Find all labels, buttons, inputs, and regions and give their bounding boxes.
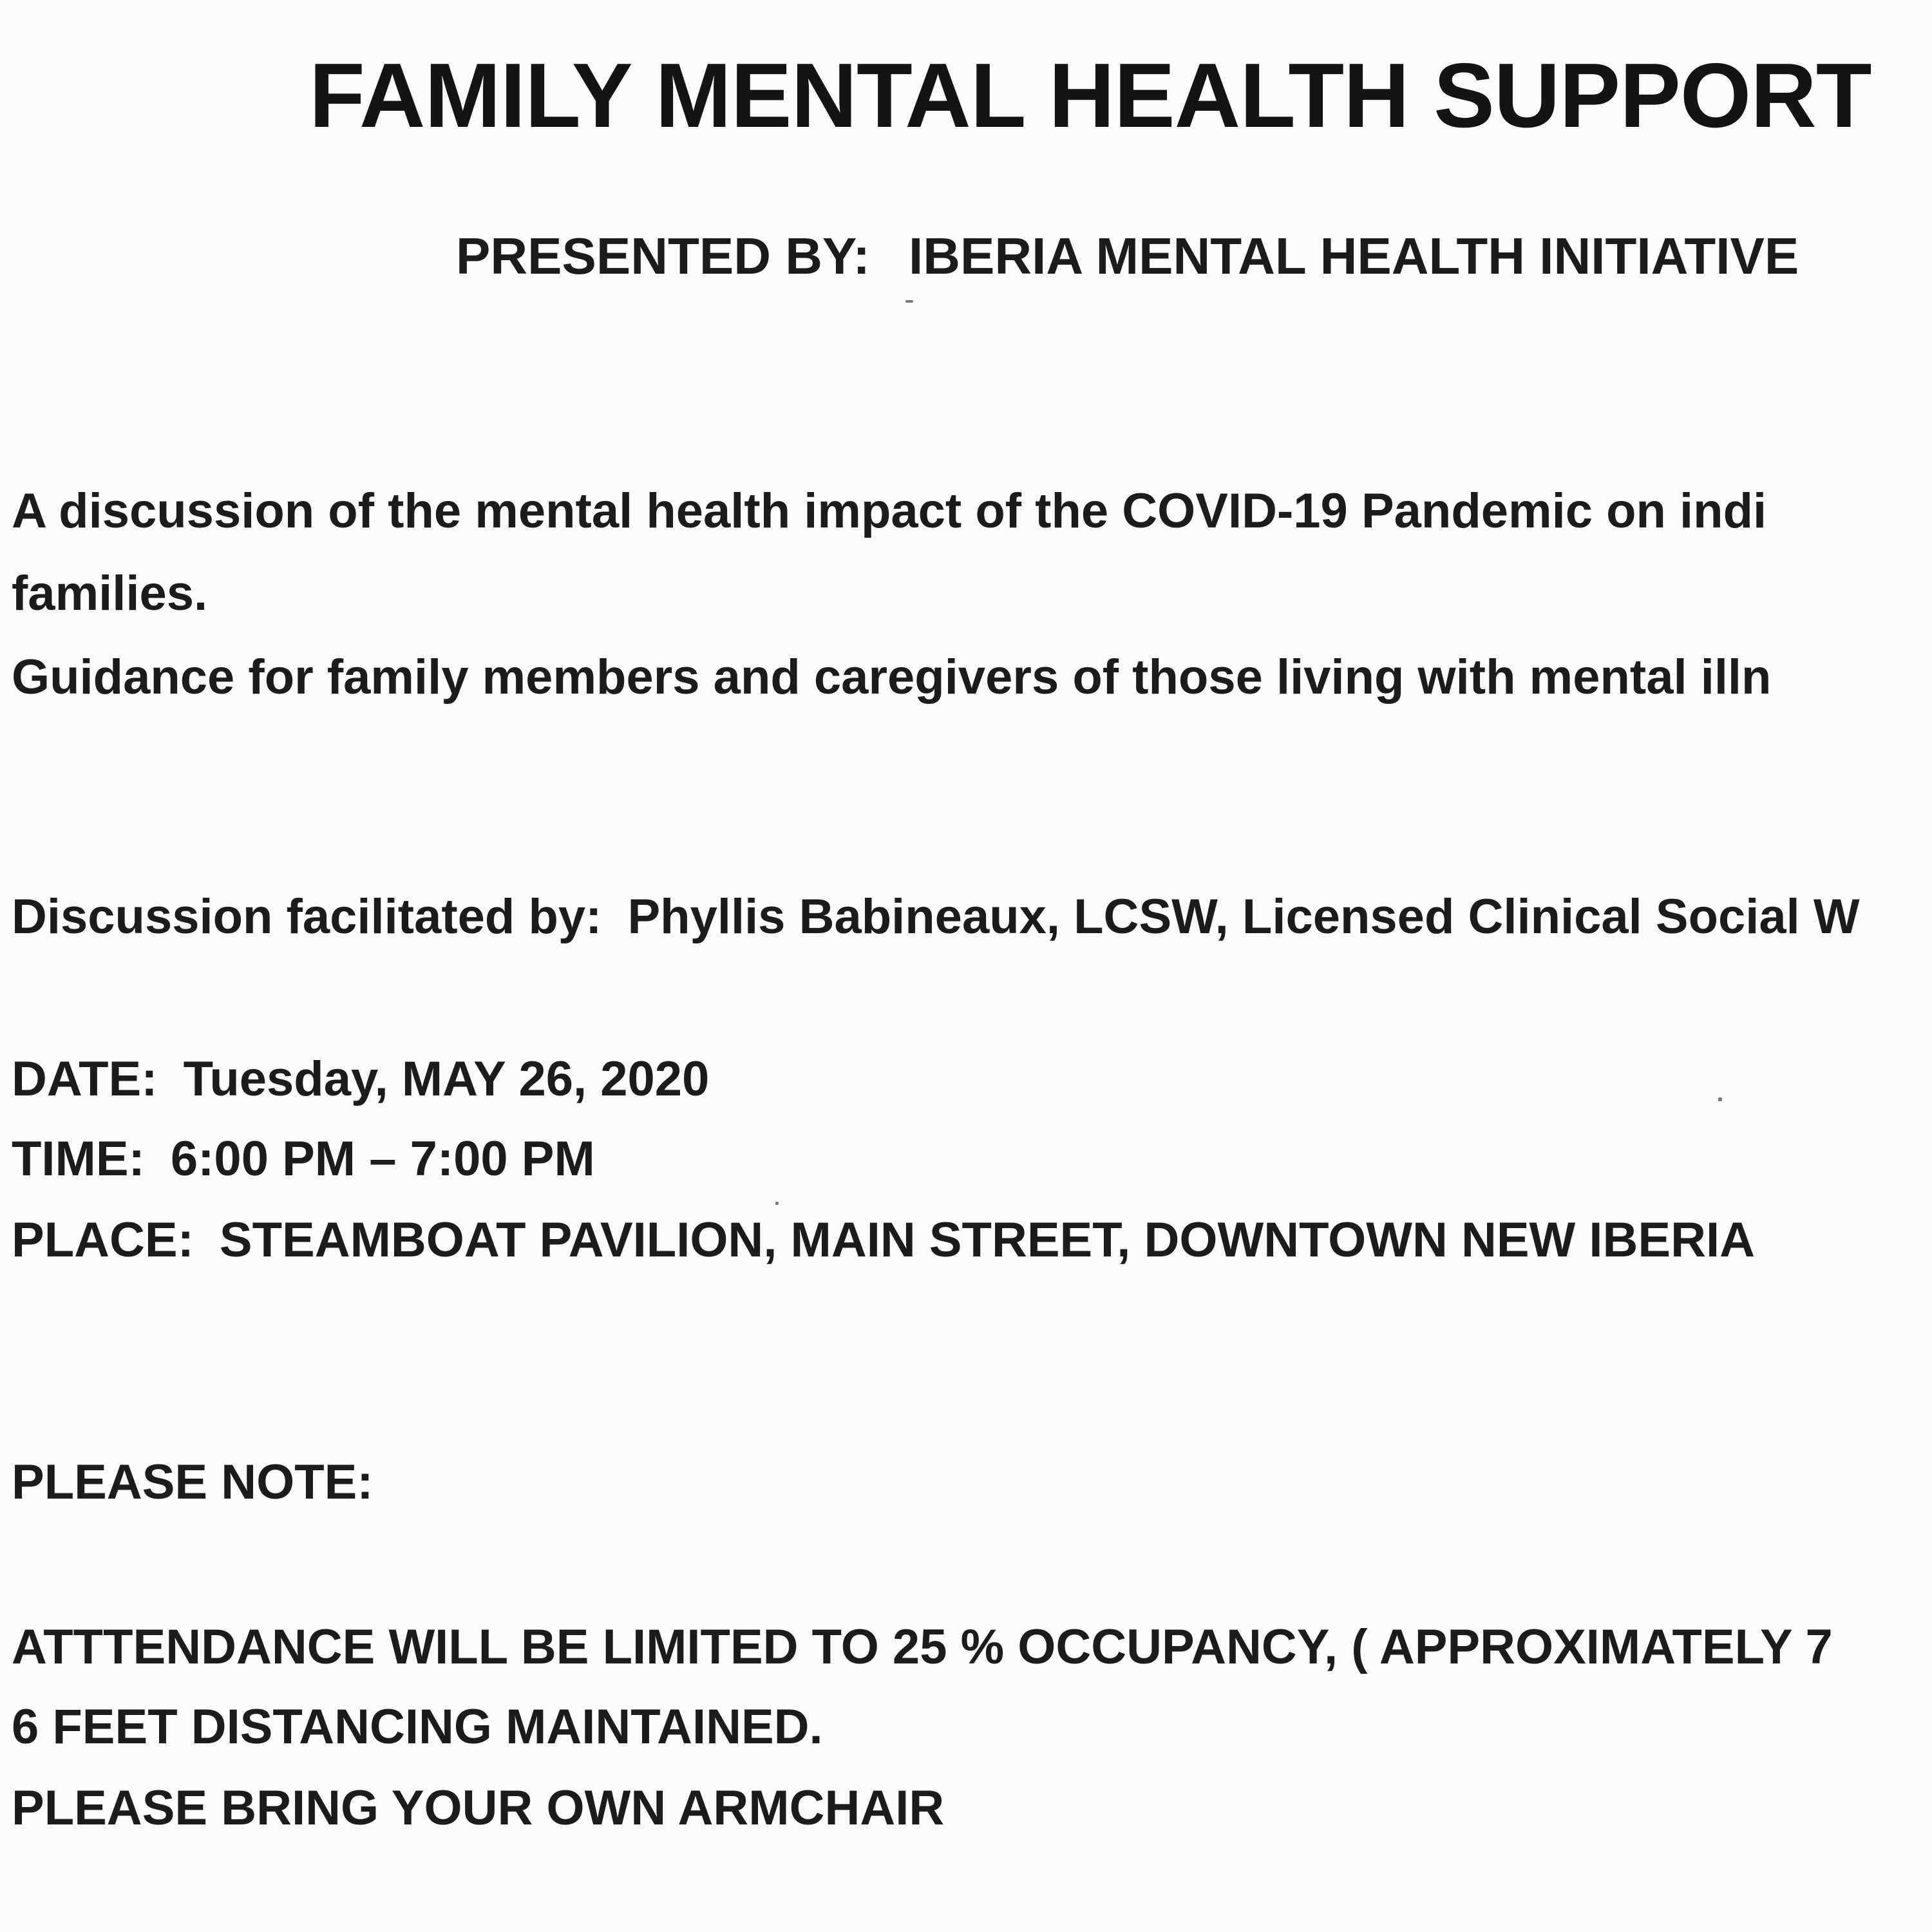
flyer-title: FAMILY MENTAL HEALTH SUPPORT (309, 44, 1871, 147)
time-label: TIME: (12, 1132, 145, 1186)
scan-speck (775, 1202, 779, 1205)
presenter-name: IBERIA MENTAL HEALTH INITIATIVE (909, 227, 1799, 285)
note-heading: PLEASE NOTE: (12, 1455, 374, 1510)
place-value: STEAMBOAT PAVILION, MAIN STREET, DOWNTOWN NEW IBERIA (219, 1213, 1755, 1267)
facilitator-label: Discussion facilitated by: (12, 889, 602, 944)
presented-by-label: PRESENTED BY: (456, 227, 871, 285)
description-line-1: A discussion of the mental health impact of the COVID-19 Pandemic on indi (12, 484, 1767, 538)
date-label: DATE: (12, 1052, 158, 1106)
description-line-3: Guidance for family members and caregivers of those living with mental illn (12, 650, 1772, 705)
date-value: Tuesday, MAY 26, 2020 (183, 1052, 710, 1106)
presented-by (456, 227, 1799, 285)
place-label: PLACE: (12, 1213, 194, 1267)
scan-speck (1718, 1097, 1722, 1101)
note-line-3: PLEASE BRING YOUR OWN ARMCHAIR (12, 1781, 945, 1835)
place-line (12, 1213, 1755, 1267)
facilitator-value: Phyllis Babineaux, LCSW, Licensed Clinical Social W (627, 889, 1860, 944)
facilitator-line (12, 889, 1860, 944)
note-line-2: 6 FEET DISTANCING MAINTAINED. (12, 1700, 823, 1754)
scan-speck (905, 300, 913, 303)
time-value: 6:00 PM – 7:00 PM (170, 1132, 595, 1186)
time-line (12, 1132, 595, 1186)
description-line-2: families. (12, 566, 208, 621)
note-line-1: ATTTENDANCE WILL BE LIMITED TO 25 % OCCUPANCY, ( APPROXIMATELY 7 (12, 1620, 1833, 1674)
date-line (12, 1052, 710, 1106)
